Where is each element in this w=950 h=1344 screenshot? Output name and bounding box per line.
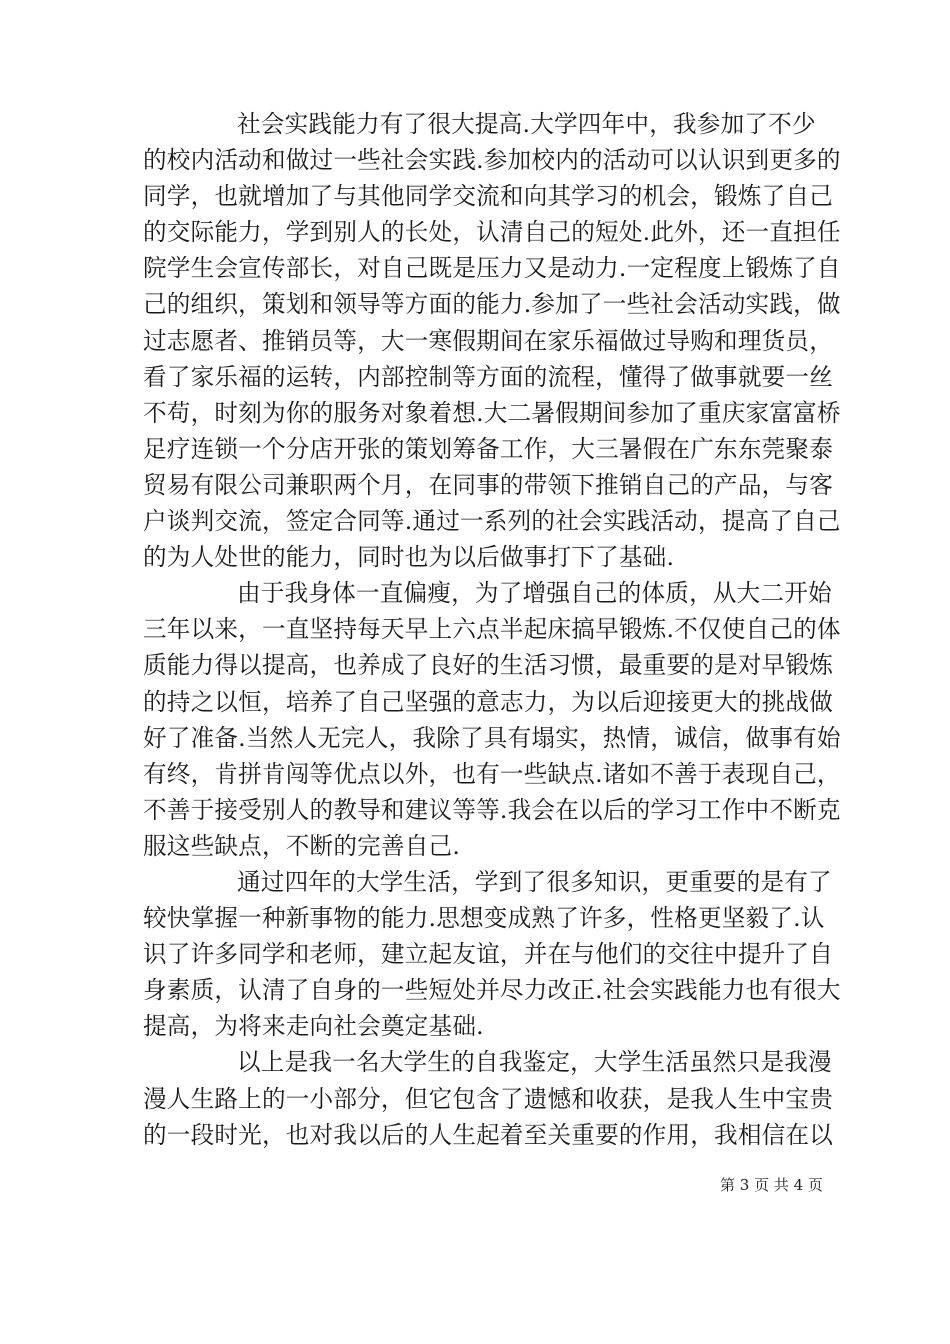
- text-line: 的交际能力，学到别人的长处，认清自己的短处.此外，还一直担任: [143, 218, 841, 247]
- text-line: 看了家乐福的运转，内部控制等方面的流程，懂得了做事就要一丝: [143, 362, 834, 391]
- text-line: 漫人生路上的一小部分，但它包含了遗憾和收获，是我人生中宝贵: [143, 1084, 834, 1113]
- text-line: 不苟，时刻为你的服务对象着想.大二暑假期间参加了重庆家富富桥: [143, 398, 841, 427]
- text-line: 己的组织，策划和领导等方面的能力.参加了一些社会活动实践，做: [143, 290, 841, 319]
- text-line: 的校内活动和做过一些社会实践.参加校内的活动可以认识到更多的: [143, 146, 841, 175]
- paragraph-physical-fitness: [143, 575, 841, 864]
- document-page: [143, 106, 841, 1153]
- text-line: 质能力得以提高，也养成了良好的生活习惯，最重要的是对早锻炼: [143, 651, 834, 680]
- text-line: 服这些缺点，不断的完善自己.: [143, 831, 461, 860]
- text-line: 院学生会宣传部长，对自己既是压力又是动力.一定程度上锻炼了自: [143, 254, 841, 283]
- paragraph-conclusion: [143, 1044, 834, 1152]
- text-line: 过志愿者、推销员等，大一寒假期间在家乐福做过导购和理货员，: [143, 326, 834, 355]
- text-line: 提高，为将来走向社会奠定基础.: [143, 1012, 484, 1041]
- text-line: 社会实践能力有了很大提高.大学四年中，我参加了不少: [237, 110, 816, 138]
- page-number-footer: 第 3 页 共 4 页: [720, 1176, 823, 1194]
- text-line: 较快掌握一种新事物的能力.思想变成熟了许多，性格更坚毅了.认: [143, 904, 825, 933]
- text-line: 由于我身体一直偏瘦，为了增强自己的体质，从大二开始: [237, 579, 832, 608]
- text-line: 不善于接受别人的教导和建议等等.我会在以后的学习工作中不断克: [143, 795, 841, 824]
- text-line: 好了准备.当然人无完人，我除了具有塌实，热情，诚信，做事有始: [143, 723, 841, 752]
- text-line: 三年以来，一直坚持每天早上六点半起床搞早锻炼.不仅使自己的体: [143, 615, 841, 644]
- text-line: 有终，肯拼肯闯等优点以外，也有一些缺点.诸如不善于表现自己，: [143, 759, 841, 788]
- text-line: 以上是我一名大学生的自我鉴定，大学生活虽然只是我漫: [237, 1048, 832, 1077]
- text-line: 足疗连锁一个分店开张的策划筹备工作，大三暑假在广东东莞聚泰: [143, 434, 834, 463]
- paragraph-university-life: [143, 864, 841, 1044]
- text-line: 户谈判交流，签定合同等.通过一系列的社会实践活动，提高了自己: [143, 507, 841, 536]
- text-line: 贸易有限公司兼职两个月，在同事的带领下推销自己的产品，与客: [143, 470, 834, 499]
- text-line: 的一段时光，也对我以后的人生起着至关重要的作用，我相信在以: [143, 1120, 834, 1149]
- text-line: 同学，也就增加了与其他同学交流和向其学习的机会，锻炼了自己: [143, 182, 834, 211]
- text-line: 的持之以恒，培养了自己坚强的意志力，为以后迎接更大的挑战做: [143, 687, 834, 716]
- text-line: 身素质，认清了自身的一些短处并尽力改正.社会实践能力也有很大: [143, 976, 841, 1005]
- text-line: 通过四年的大学生活，学到了很多知识，更重要的是有了: [237, 867, 832, 896]
- text-line: 识了许多同学和老师，建立起友谊，并在与他们的交往中提升了自: [143, 940, 834, 969]
- paragraph-social-practice: [143, 106, 841, 575]
- text-line: 的为人处世的能力，同时也为以后做事打下了基础.: [143, 543, 675, 572]
